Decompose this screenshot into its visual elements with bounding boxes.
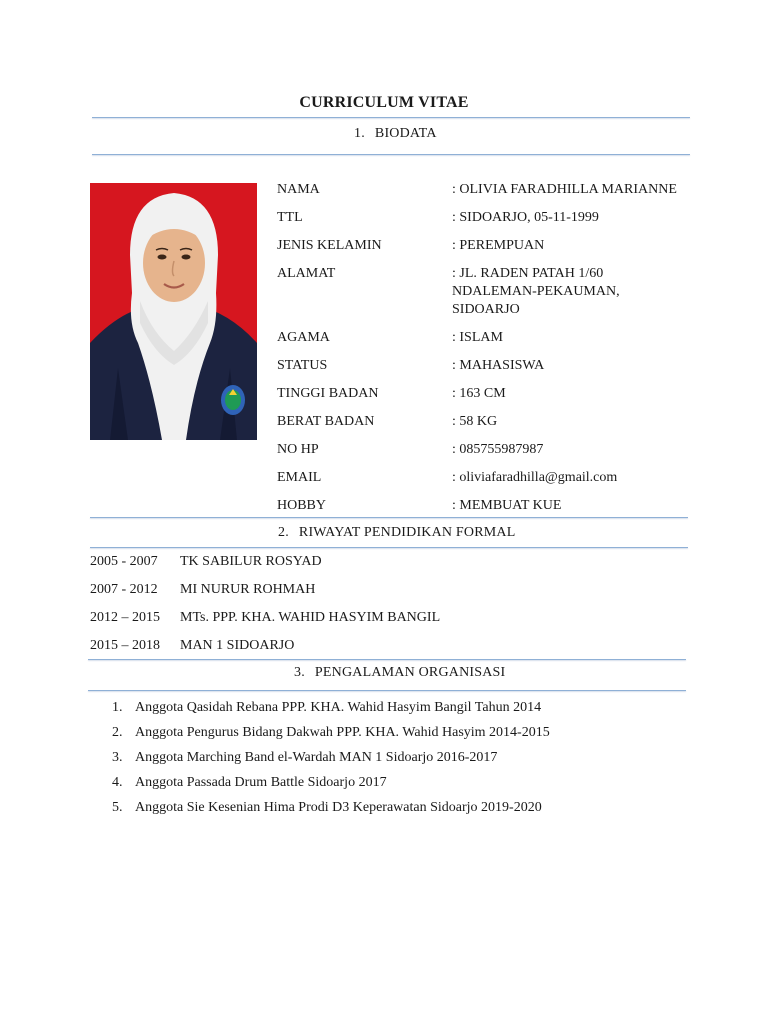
- biodata-label: TTL: [277, 210, 303, 225]
- organization-text: Anggota Passada Drum Battle Sidoarjo 2017: [135, 775, 387, 790]
- education-years: 2007 - 2012: [90, 582, 158, 597]
- divider: [92, 117, 690, 118]
- organization-text: Anggota Sie Kesenian Hima Prodi D3 Keperawatan Sidoarjo 2019-2020: [135, 800, 542, 815]
- organization-number: 3.: [112, 750, 123, 765]
- section-number: 1.: [354, 126, 365, 141]
- profile-photo: [90, 183, 257, 440]
- biodata-value: : 085755987987: [452, 442, 544, 457]
- biodata-value: : ISLAM: [452, 330, 503, 345]
- organization-number: 2.: [112, 725, 123, 740]
- biodata-value: : PEREMPUAN: [452, 238, 545, 253]
- biodata-value: : oliviafaradhilla@gmail.com: [452, 470, 618, 485]
- biodata-value: : SIDOARJO, 05-11-1999: [452, 210, 599, 225]
- education-years: 2005 - 2007: [90, 554, 158, 569]
- section-heading-organization: [294, 665, 505, 681]
- education-school: MI NURUR ROHMAH: [180, 582, 316, 597]
- divider: [88, 659, 686, 660]
- biodata-label: ALAMAT: [277, 266, 336, 281]
- organization-number: 1.: [112, 700, 123, 715]
- biodata-value: : MAHASISWA: [452, 358, 545, 373]
- education-years: 2012 – 2015: [90, 610, 160, 625]
- biodata-value: : JL. RADEN PATAH 1/60 NDALEMAN-PEKAUMAN, SIDOARJO: [452, 266, 620, 317]
- biodata-label: EMAIL: [277, 470, 322, 485]
- biodata-value: : MEMBUAT KUE: [452, 498, 562, 513]
- biodata-label: HOBBY: [277, 498, 327, 513]
- section-number: 2.: [278, 525, 289, 540]
- biodata-label: AGAMA: [277, 330, 330, 345]
- biodata-label: JENIS KELAMIN: [277, 238, 382, 253]
- divider: [88, 690, 686, 691]
- organization-number: 4.: [112, 775, 123, 790]
- education-school: MAN 1 SIDOARJO: [180, 638, 295, 653]
- organization-text: Anggota Marching Band el-Wardah MAN 1 Sidoarjo 2016-2017: [135, 750, 498, 765]
- divider: [92, 154, 690, 155]
- section-heading-biodata: [354, 126, 437, 142]
- biodata-label: STATUS: [277, 358, 328, 373]
- divider: [90, 547, 688, 548]
- biodata-label: NAMA: [277, 182, 320, 197]
- section-heading-education: [278, 525, 515, 541]
- biodata-label: NO HP: [277, 442, 319, 457]
- section-title: PENGALAMAN ORGANISASI: [314, 665, 506, 680]
- education-school: MTs. PPP. KHA. WAHID HASYIM BANGIL: [180, 610, 441, 625]
- education-years: 2015 – 2018: [90, 638, 160, 653]
- biodata-value: : 58 KG: [452, 414, 498, 429]
- organization-text: Anggota Pengurus Bidang Dakwah PPP. KHA. Wahid Hasyim 2014-2015: [135, 725, 550, 740]
- section-number: 3.: [294, 665, 305, 680]
- page-title: CURRICULUM VITAE: [299, 94, 469, 111]
- biodata-value: : 163 CM: [452, 386, 506, 401]
- organization-text: Anggota Qasidah Rebana PPP. KHA. Wahid Hasyim Bangil Tahun 2014: [135, 700, 542, 715]
- organization-number: 5.: [112, 800, 123, 815]
- section-title: BIODATA: [374, 126, 437, 141]
- biodata-value: : OLIVIA FARADHILLA MARIANNE: [452, 182, 677, 197]
- biodata-label: TINGGI BADAN: [277, 386, 379, 401]
- section-title: RIWAYAT PENDIDIKAN FORMAL: [298, 525, 516, 540]
- portrait-image: [90, 183, 257, 440]
- education-school: TK SABILUR ROSYAD: [180, 554, 322, 569]
- divider: [90, 517, 688, 518]
- biodata-label: BERAT BADAN: [277, 414, 375, 429]
